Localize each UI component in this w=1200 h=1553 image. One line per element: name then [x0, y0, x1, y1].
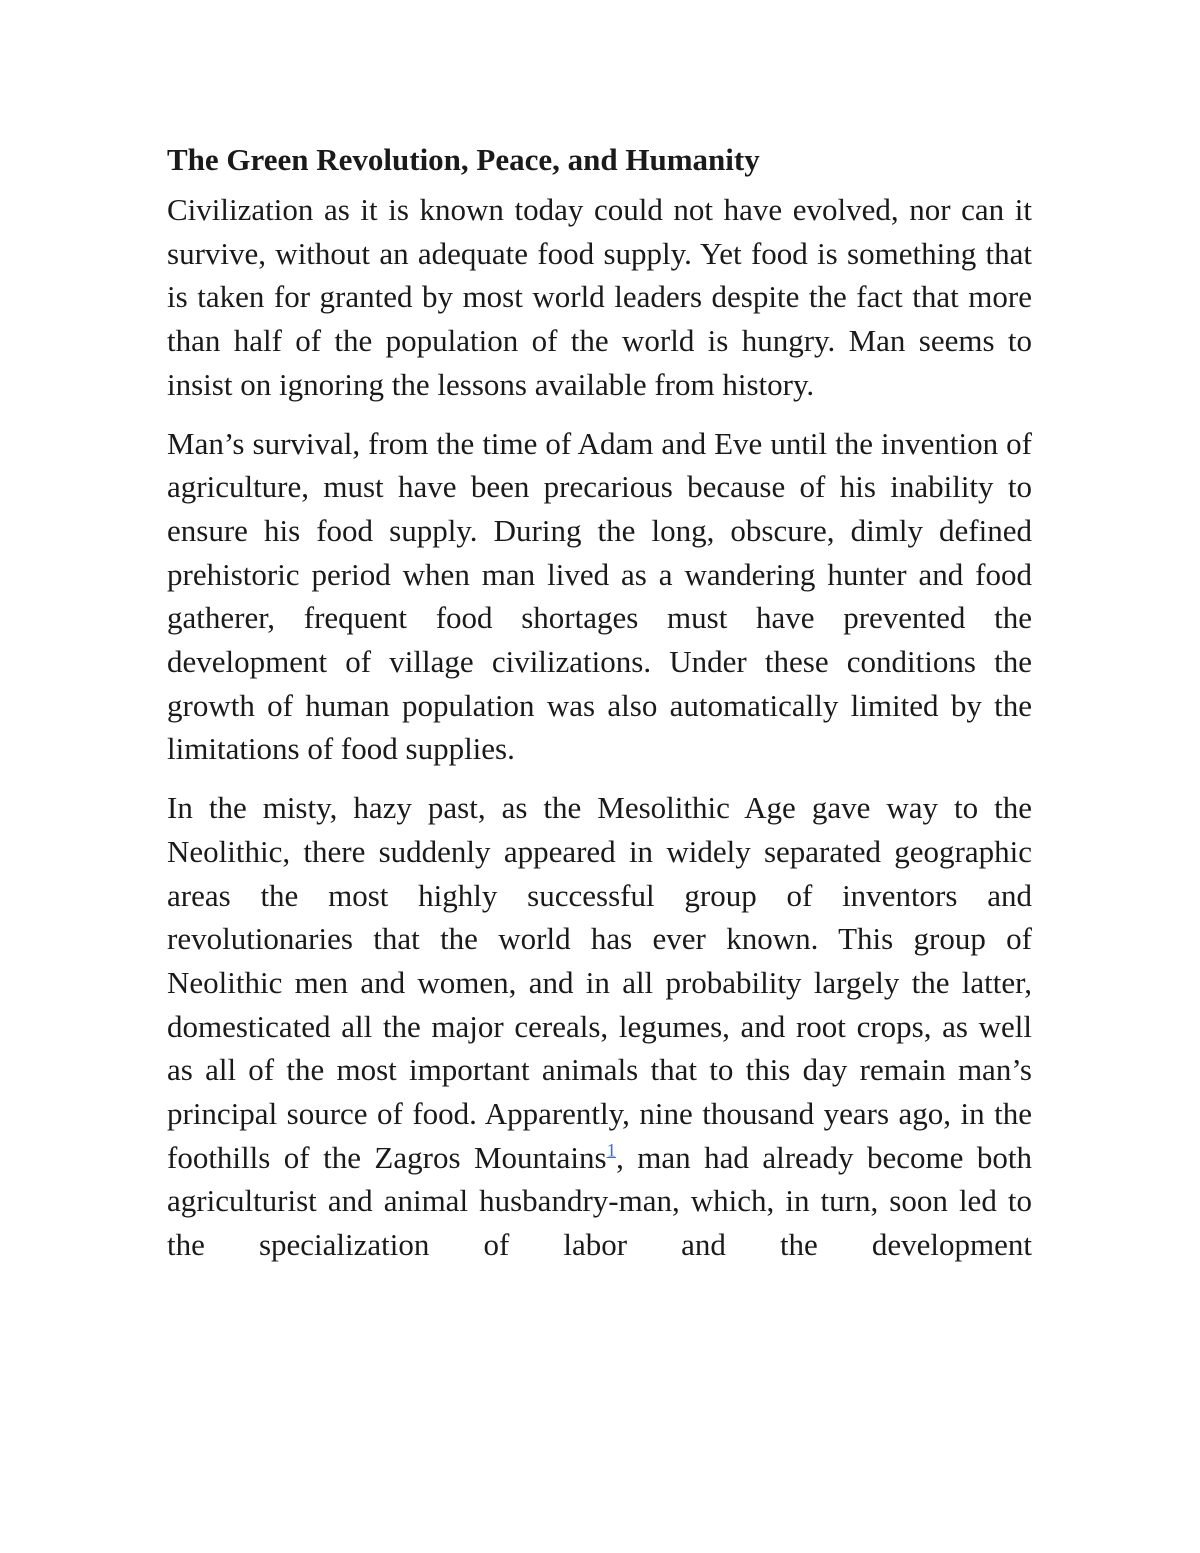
document-title: The Green Revolution, Peace, and Humanity — [167, 142, 760, 177]
paragraph-3-text-after-footnote: , man had already become both agriculturist and animal husbandry-man, which, in turn, soon led to the specialization of labor and the development — [167, 1139, 1032, 1263]
paragraph-1: Civilization as it is known today could not have evolved, nor can it survive, without an adequate food supply. Yet food is something that is taken for granted by most world leaders despite the fact that more than half of the population of the world is hungry. Man seems to insist on ignoring the lessons available from history. — [167, 192, 1032, 402]
paragraph-2: Man’s survival, from the time of Adam and Eve until the invention of agriculture, must have been precarious because of his inability to ensure his food supply. During the long, obscure, dimly defined prehistoric period when man lived as a wandering hunter and food gatherer, frequent food shortages must have prevented the development of village civilizations. Under these conditions the growth of human population was also automatically limited by the limitations of food supplies. — [167, 425, 1032, 767]
paragraph-3-text-before-footnote: In the misty, hazy past, as the Mesolithic Age gave way to the Neolithic, there suddenly appeared in widely separated geographic areas the most highly successful group of inventors and revolutionaries that the world has ever known. This group of Neolithic men and women, and in all probability largely the latter, domesticated all the major cereals, legumes, and root crops, as well as all of the most important animals that to this day remain man’s principal source of food. Apparently, nine thousand years ago, in the foothills of the Zagros Mountains — [167, 790, 1032, 1175]
paragraph-3 — [167, 786, 1032, 1267]
document-page — [167, 138, 1032, 1267]
footnote-reference-link[interactable]: 1 — [606, 1140, 617, 1162]
